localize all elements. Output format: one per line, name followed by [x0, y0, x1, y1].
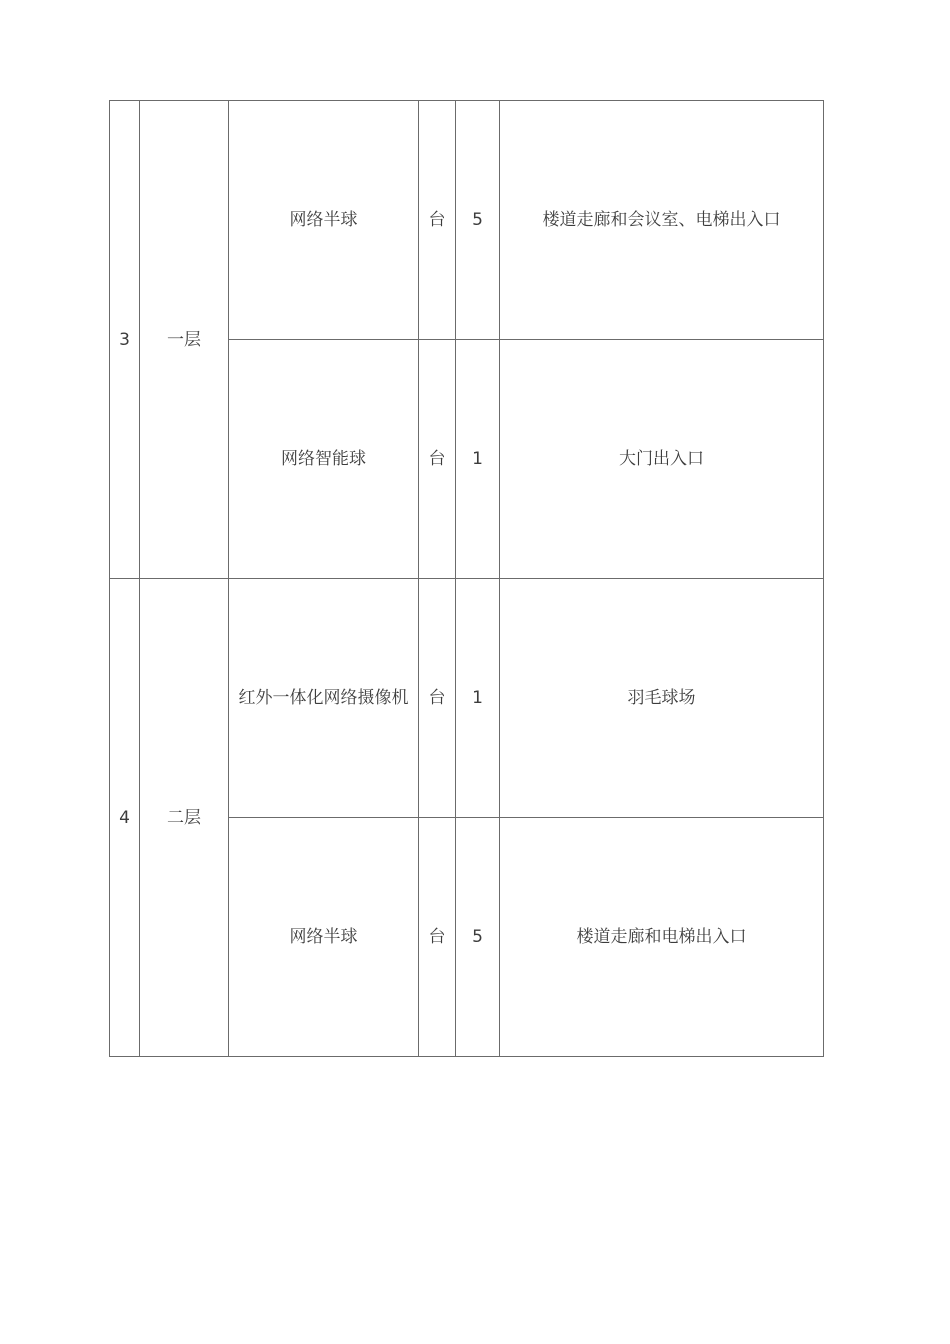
- floor-cell: 一层: [140, 101, 229, 579]
- row-index-cell: 4: [110, 579, 140, 1057]
- table-row: [110, 101, 824, 340]
- row-index-cell: 3: [110, 101, 140, 579]
- device-name-cell: 网络半球: [229, 818, 419, 1057]
- unit-cell: 台: [419, 101, 456, 340]
- floor-cell: 二层: [140, 579, 229, 1057]
- location-cell: 羽毛球场: [500, 579, 824, 818]
- location-cell: 楼道走廊和电梯出入口: [500, 818, 824, 1057]
- unit-cell: 台: [419, 340, 456, 579]
- quantity-cell: 5: [456, 818, 500, 1057]
- table-row: [110, 579, 824, 818]
- unit-cell: 台: [419, 579, 456, 818]
- device-name-cell: 网络智能球: [229, 340, 419, 579]
- device-name-cell: 红外一体化网络摄像机: [229, 579, 419, 818]
- quantity-cell: 1: [456, 579, 500, 818]
- location-cell: 大门出入口: [500, 340, 824, 579]
- device-name-cell: 网络半球: [229, 101, 419, 340]
- equipment-table: [109, 100, 824, 1057]
- location-cell: 楼道走廊和会议室、电梯出入口: [500, 101, 824, 340]
- quantity-cell: 1: [456, 340, 500, 579]
- quantity-cell: 5: [456, 101, 500, 340]
- unit-cell: 台: [419, 818, 456, 1057]
